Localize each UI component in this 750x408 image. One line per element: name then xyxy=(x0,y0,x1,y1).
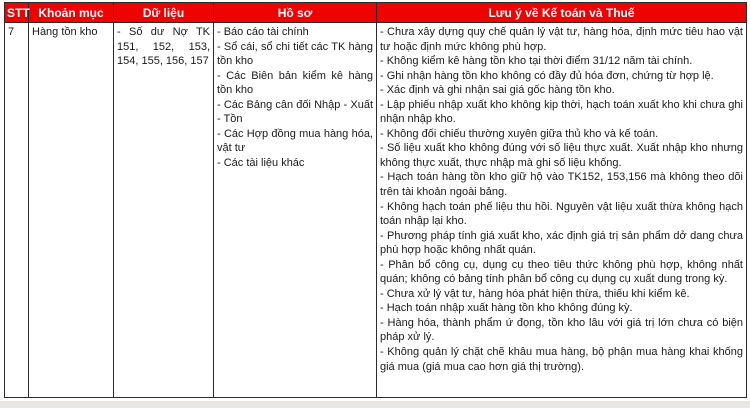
list-item: - Các Biên bản kiểm kê hàng tồn kho xyxy=(217,69,373,97)
list-item: - Các Hợp đồng mua hàng hóa, vật tư xyxy=(217,127,373,155)
list-item: - Phân bổ công cụ, dụng cụ theo tiêu thức không phù hợp, không nhất quán; không có bảng tính phân bổ công cụ dụng cụ xuất dung trong kỳ. xyxy=(380,258,743,286)
list-item: - Sổ cái, sổ chi tiết các TK hàng tồn kho xyxy=(217,40,373,68)
page-bottom-edge xyxy=(0,401,750,408)
cell-khoan-muc xyxy=(29,23,114,398)
list-item: - Các Bảng cân đối Nhập - Xuất - Tồn xyxy=(217,98,373,126)
list-item: - Số dư Nợ TK 151, 152, 153, 154, 155, 156, 157 xyxy=(117,26,210,68)
list-item: - Hạch toán hàng tồn kho giữ hộ vào TK152, 153,156 mà không theo dõi trên tài khoản ngoài bảng. xyxy=(380,171,743,199)
list-item: - Phương pháp tính giá xuất kho, xác định giá trị sản phẩm dở dang chưa phù hợp hoặc không nhất quán. xyxy=(380,229,743,257)
cell-luu-y xyxy=(377,23,747,398)
col-header-du-lieu: Dữ liệu xyxy=(114,3,214,23)
col-header-luu-y: Lưu ý về Kế toán và Thuế xyxy=(377,3,747,23)
table-row xyxy=(5,23,747,398)
col-header-stt: STT xyxy=(5,3,29,23)
list-item: - Chưa xử lý vật tư, hàng hóa phát hiện thừa, thiếu khi kiểm kê. xyxy=(380,287,690,300)
col-header-ho-so: Hồ sơ xyxy=(214,3,377,23)
cell-stt xyxy=(5,23,29,398)
list-item: - Không hạch toán phế liệu thu hồi. Nguyên vật liệu xuất thừa không hạch toán nhập lại kho. xyxy=(380,200,743,228)
list-item: - Không kiểm kê hàng tồn kho tại thời điểm 31/12 năm tài chính. xyxy=(380,55,693,68)
list-item: - Số liệu xuất kho không đúng với số liệu thực xuất. Xuất nhập kho nhưng không thực xuất, thực nhập mà ghi số liệu khống. xyxy=(380,142,743,169)
list-item: - Không đối chiếu thường xuyên giữa thủ kho và kế toán. xyxy=(380,127,659,140)
list-item: - Chưa xây dựng quy chế quản lý vật tư, hàng hóa, định mức tiêu hao vật tư hoặc định mức không phù hợp. xyxy=(380,26,743,53)
category-label: Hàng tồn kho xyxy=(32,26,98,38)
col-header-khoan-muc: Khoản mục xyxy=(29,3,114,23)
list-item: - Lập phiếu nhập xuất kho không kịp thời, hạch toán xuất kho khi chưa ghi nhận nhập kho. xyxy=(380,98,743,126)
list-item: - Hàng hóa, thành phẩm ứ đọng, tồn kho lâu với giá trị lớn chưa có biện pháp xử lý. xyxy=(380,316,743,344)
list-item: - Không quản lý chặt chẽ khâu mua hàng, bộ phận mua hàng khai khống giá mua (giá mua cao hơn giá thị trường). xyxy=(380,346,743,373)
list-item: - Báo cáo tài chính xyxy=(217,26,309,38)
list-item: - Hạch toán nhập xuất hàng tồn kho không đúng kỳ. xyxy=(380,302,633,315)
list-item: - Xác định và ghi nhận sai giá gốc hàng tồn kho. xyxy=(380,84,615,97)
accounting-audit-table xyxy=(4,2,747,398)
cell-du-lieu xyxy=(114,23,214,398)
list-item: - Ghi nhận hàng tồn kho không có đầy đủ hóa đơn, chứng từ hợp lệ. xyxy=(380,69,714,82)
row-number: 7 xyxy=(8,26,15,38)
list-item: - Các tài liệu khác xyxy=(217,156,305,169)
header-row xyxy=(5,3,747,23)
cell-ho-so xyxy=(214,23,377,398)
